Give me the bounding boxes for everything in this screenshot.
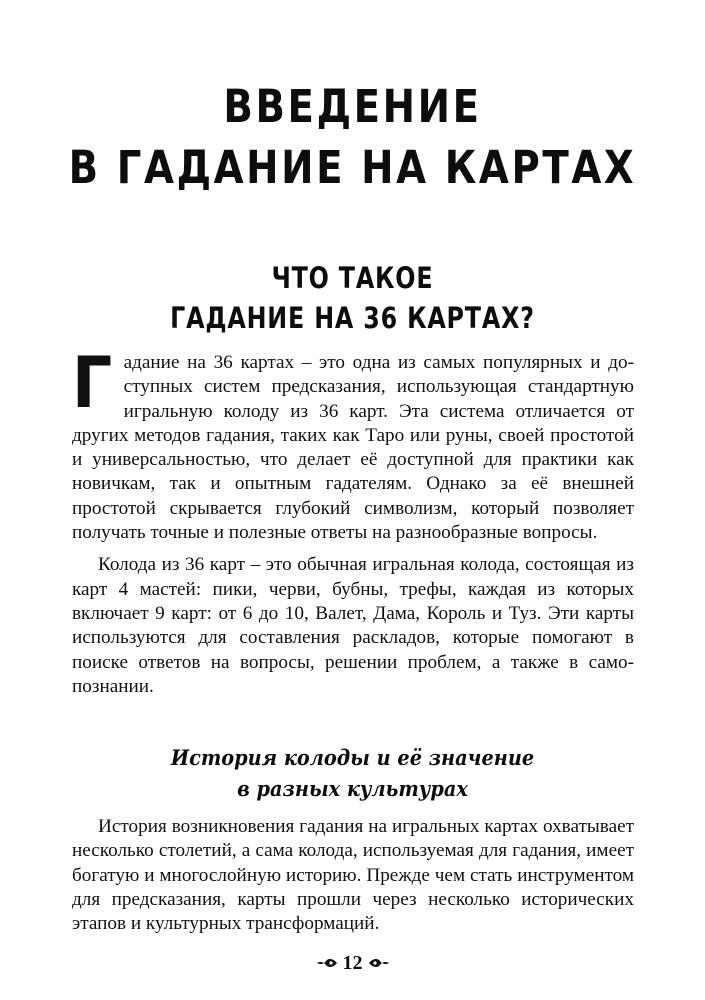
subsection-title	[28, 742, 677, 804]
subsection-title-line-2: в разных культурах	[237, 776, 468, 801]
ornament-left-icon	[316, 956, 338, 970]
drop-cap: Г	[72, 342, 113, 424]
page-number: 12	[342, 952, 363, 974]
chapter-title	[49, 76, 655, 198]
subsection-body	[72, 815, 634, 944]
section-title-line-2: ГАДАНИЕ НА 36 КАРТАХ?	[170, 301, 535, 335]
section-title-line-1: ЧТО ТАКОЕ	[271, 261, 434, 295]
page-footer	[0, 951, 705, 975]
chapter-title-line-2: В ГАДАНИЕ НА КАРТАХ	[68, 141, 637, 194]
paragraph: История возникновения гадания на игральных картах охватывает несколько столетий, а сама колода, используемая для гадания, имеет богатую и многослойную историю. Прежде чем стать инструментом для предсказания, карты прошли через несколько исторических этапов и культурных трансформаций.	[72, 816, 634, 935]
ornament-right-icon	[368, 956, 390, 970]
section-title	[63, 258, 641, 338]
paragraph-text: адание на 36 картах – это одна из самых популярных и доступных систем предсказания, использующая стандартную игральную колоду из 36 карт. Эта система отличается от других методов гадания, таких как Таро или руны, своей простотой и универсальностью, что делает её доступной для практики как новичкам, так и опытным гадателям. Однако за её внешней простотой скрывается глубокий символизм, который позволяет получать точные и полезные ответы на разнообразные вопросы.	[72, 352, 634, 544]
subsection-title-line-1: История колоды и её значение	[170, 745, 535, 770]
paragraph	[72, 342, 634, 545]
chapter-title-line-1: ВВЕДЕНИЕ	[223, 80, 482, 133]
section-body	[72, 342, 634, 707]
paragraph: Колода из 36 карт – это обычная игральная колода, состоящая из карт 4 мастей: пики, черви, бубны, трефы, каждая из которых включает 9 карт: от 6 до 10, Валет, Дама, Король и Туз. Эти карты используются для составления раскладов, которые помогают в поиске ответов на вопросы, решении проблем, а также в самопознании.	[72, 554, 634, 697]
